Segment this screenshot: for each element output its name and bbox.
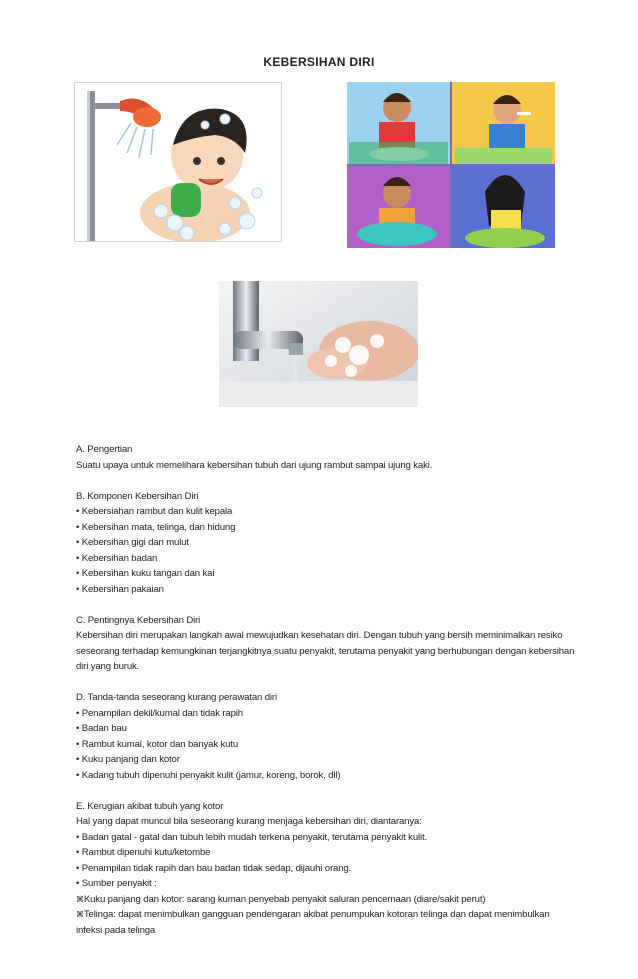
list-item: • Badan gatal - gatal dan tubuh lebih mudah terkena penyakit, terutama penyakit kulit. xyxy=(76,830,576,846)
section-c-heading: C. Pentingnya Kebersihan Diri xyxy=(76,614,201,626)
list-item: • Rambut dipenuhi kutu/ketombe xyxy=(76,845,576,861)
page-title: KEBERSIHAN DIRI xyxy=(263,55,375,69)
list-item: • Kebersihan gigi dan mulut xyxy=(76,535,576,551)
section-e-intro: Hal yang dapat muncul bila seseorang kurang menjaga kebersihan diri, diantaranya: xyxy=(76,816,422,827)
list-item: • Kebersiahan rambut dan kulit kepala xyxy=(76,504,576,520)
section-b-list xyxy=(76,504,576,597)
list-item: • Kuku panjang dan kotor xyxy=(76,752,576,768)
list-item: • Badan bau xyxy=(76,721,576,737)
list-item: • Penampilan tidak rapih dan bau badan tidak sedap, dijauhi orang. xyxy=(76,861,576,877)
sub-list-item: ⌘ Kuku panjang dan kotor: sarang kuman penyebab penyakit saluran pencernaan (diare/sakit perut) xyxy=(76,892,576,908)
section-e-heading: E. Kerugian akibat tubuh yang kotor xyxy=(76,800,224,812)
list-item: • Kebersihan mata, telinga, dan hidung xyxy=(76,520,576,536)
list-item: • Kadang tubuh dipenuhi penyakit kulit (jamur, koreng, borok, dll) xyxy=(76,768,576,784)
list-item: • Kebersihan kuku tangan dan kai xyxy=(76,566,576,582)
handwash-photo xyxy=(219,281,418,407)
section-a-text: Suatu upaya untuk memelihara kebersihan tubuh dari ujung rambut sampai ujung kaki. xyxy=(76,459,433,471)
section-d-list xyxy=(76,706,576,784)
list-item: • Penampilan dekil/kumal dan tidak rapih xyxy=(76,706,576,722)
document-body xyxy=(76,442,576,938)
list-item: • Kebersihan pakaian xyxy=(76,582,576,598)
list-item: • Rambut kumal, kotor dan banyak kutu xyxy=(76,737,576,753)
section-e-list xyxy=(76,830,576,939)
section-c-text: Kebersihan diri merupakan langkah awal mewujudkan kesehatan diri. Dengan tubuh yang bersih meminimalkan resiko seseorang terhadap kemungkinan terjangkitnya suatu penyakit, terutama penyakit yang berhubungan dengan kebersihan diri yang buruk. xyxy=(76,630,575,672)
list-item: • Sumber penyakit : xyxy=(76,876,576,892)
section-d-heading: D. Tanda-tanda seseorang kurang perawatan diri xyxy=(76,692,277,703)
list-item: • Kebersihan badan xyxy=(76,551,576,567)
sub-list-item: ⌘ Telinga: dapat menimbulkan gangguan pendengaran akibat penumpukan kotoran telinga dan dapat menimbulkan infeksi pada telinga xyxy=(76,907,576,938)
hygiene-routine-illustration xyxy=(347,82,555,248)
section-b-heading: B. Komponen Kebersihan Diri xyxy=(76,490,199,502)
section-a-heading: A. Pengertian xyxy=(76,444,133,455)
shower-illustration xyxy=(74,82,282,242)
